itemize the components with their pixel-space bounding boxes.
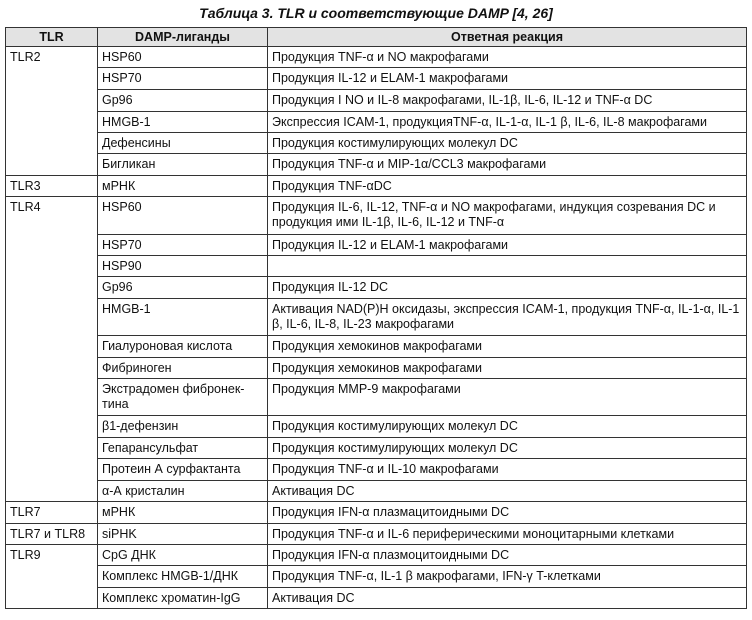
cell-response: Продукция IL-12 и ELAM-1 макрофагами bbox=[268, 68, 747, 90]
cell-damp-ligand: HSP60 bbox=[98, 197, 268, 235]
cell-damp-ligand: CpG ДНК bbox=[98, 545, 268, 566]
cell-response: Продукция TNF-αDC bbox=[268, 176, 747, 197]
cell-tlr: TLR7 bbox=[6, 502, 98, 524]
table-row bbox=[6, 524, 747, 545]
table-row bbox=[6, 545, 747, 566]
cell-tlr bbox=[6, 358, 98, 379]
cell-response: Продукция хемокинов макрофагами bbox=[268, 358, 747, 379]
cell-damp-ligand: HSP70 bbox=[98, 68, 268, 90]
cell-response: Продукция TNF-α и MIP-1α/CCL3 макрофагами bbox=[268, 154, 747, 176]
cell-response: Продукция хемокинов макрофагами bbox=[268, 336, 747, 358]
table-row bbox=[6, 438, 747, 459]
table-row bbox=[6, 277, 747, 299]
cell-response: Продукция TNF-α и IL-10 макрофагами bbox=[268, 459, 747, 481]
cell-tlr bbox=[6, 277, 98, 299]
cell-response: Продукция TNF-α и IL-6 периферическими моноцитарными клетками bbox=[268, 524, 747, 545]
cell-tlr: TLR7 и TLR8 bbox=[6, 524, 98, 545]
cell-damp-ligand: Протеин А сурфактанта bbox=[98, 459, 268, 481]
cell-response: Продукция IFN-α плазмацитоидными DC bbox=[268, 502, 747, 524]
cell-response: Продукция IL-6, IL-12, TNF-α и NO макрофагами, индукция созревания DC и продукция ими IL-1β, IL-6, IL-12 и TNF-α bbox=[268, 197, 747, 235]
cell-response: Активация NAD(P)H оксидазы, экспрессия ICAM-1, продукция TNF-α, IL-1-α, IL-1 β, IL-6, IL-8, IL-23 макрофагами bbox=[268, 299, 747, 336]
cell-tlr bbox=[6, 336, 98, 358]
cell-damp-ligand: мРНК bbox=[98, 502, 268, 524]
cell-tlr bbox=[6, 459, 98, 481]
cell-tlr: TLR3 bbox=[6, 176, 98, 197]
table-row bbox=[6, 90, 747, 112]
cell-damp-ligand: HSP90 bbox=[98, 256, 268, 277]
cell-tlr bbox=[6, 256, 98, 277]
cell-tlr bbox=[6, 90, 98, 112]
cell-damp-ligand: Гиалуроновая кислота bbox=[98, 336, 268, 358]
cell-response: Продукция IL-12 и ELAM-1 макрофагами bbox=[268, 235, 747, 256]
cell-response: Продукция MMP-9 макрофагами bbox=[268, 379, 747, 416]
table-row bbox=[6, 358, 747, 379]
header-response: Ответная реакция bbox=[268, 28, 747, 47]
cell-damp-ligand: siPHK bbox=[98, 524, 268, 545]
table-row bbox=[6, 416, 747, 438]
table-row bbox=[6, 176, 747, 197]
table-row bbox=[6, 154, 747, 176]
cell-response: Активация DC bbox=[268, 588, 747, 609]
header-row bbox=[6, 28, 747, 47]
table-row bbox=[6, 235, 747, 256]
cell-tlr bbox=[6, 133, 98, 154]
cell-tlr bbox=[6, 154, 98, 176]
cell-response: Продукция костимулирующих молекул DC bbox=[268, 438, 747, 459]
table-row bbox=[6, 47, 747, 68]
header-tlr: TLR bbox=[6, 28, 98, 47]
table-row bbox=[6, 459, 747, 481]
cell-tlr bbox=[6, 112, 98, 133]
cell-tlr: TLR2 bbox=[6, 47, 98, 68]
cell-response bbox=[268, 256, 747, 277]
cell-damp-ligand: Gp96 bbox=[98, 90, 268, 112]
cell-tlr bbox=[6, 588, 98, 609]
table-row bbox=[6, 299, 747, 336]
cell-response: Продукция костимулирующих молекул DC bbox=[268, 133, 747, 154]
table-row bbox=[6, 68, 747, 90]
table-row bbox=[6, 481, 747, 502]
cell-tlr bbox=[6, 566, 98, 588]
cell-response: Активация DC bbox=[268, 481, 747, 502]
cell-damp-ligand: Гепарансульфат bbox=[98, 438, 268, 459]
cell-damp-ligand: Дефенсины bbox=[98, 133, 268, 154]
table-row bbox=[6, 336, 747, 358]
cell-damp-ligand: Комплекс HMGB-1/ДНК bbox=[98, 566, 268, 588]
cell-damp-ligand: β1-дефензин bbox=[98, 416, 268, 438]
table-row bbox=[6, 197, 747, 235]
cell-damp-ligand: Фибриноген bbox=[98, 358, 268, 379]
table-row bbox=[6, 379, 747, 416]
cell-damp-ligand: HSP60 bbox=[98, 47, 268, 68]
table-row bbox=[6, 502, 747, 524]
cell-damp-ligand: мРНК bbox=[98, 176, 268, 197]
table-row bbox=[6, 566, 747, 588]
cell-damp-ligand: Бигликан bbox=[98, 154, 268, 176]
cell-damp-ligand: HMGB-1 bbox=[98, 299, 268, 336]
table-row bbox=[6, 133, 747, 154]
table-caption: Таблица 3. TLR и соответствующие DAMP [4, 26] bbox=[199, 5, 553, 21]
tlr-damp-table bbox=[5, 27, 747, 609]
cell-tlr bbox=[6, 299, 98, 336]
cell-damp-ligand: Экстрадомен фибронек-тина bbox=[98, 379, 268, 416]
table-row bbox=[6, 112, 747, 133]
cell-tlr: TLR4 bbox=[6, 197, 98, 235]
cell-response: Продукция IL-12 DC bbox=[268, 277, 747, 299]
cell-damp-ligand: HSP70 bbox=[98, 235, 268, 256]
table-row bbox=[6, 588, 747, 609]
cell-response: Продукция I NO и IL-8 макрофагами, IL-1β, IL-6, IL-12 и TNF-α DC bbox=[268, 90, 747, 112]
cell-tlr bbox=[6, 379, 98, 416]
cell-response: Продукция IFN-α плазмоцитоидными DC bbox=[268, 545, 747, 566]
cell-response: Продукция TNF-α, IL-1 β макрофагами, IFN-γ T-клетками bbox=[268, 566, 747, 588]
cell-damp-ligand: Комплекс хроматин-IgG bbox=[98, 588, 268, 609]
cell-response: Продукция TNF-α и NO макрофагами bbox=[268, 47, 747, 68]
cell-damp-ligand: Gp96 bbox=[98, 277, 268, 299]
cell-tlr bbox=[6, 481, 98, 502]
cell-damp-ligand: HMGB-1 bbox=[98, 112, 268, 133]
cell-tlr bbox=[6, 438, 98, 459]
cell-tlr bbox=[6, 416, 98, 438]
cell-damp-ligand: α-А кристалин bbox=[98, 481, 268, 502]
cell-tlr: TLR9 bbox=[6, 545, 98, 566]
cell-tlr bbox=[6, 68, 98, 90]
table-row bbox=[6, 256, 747, 277]
header-damp: DAMP-лиганды bbox=[98, 28, 268, 47]
cell-tlr bbox=[6, 235, 98, 256]
cell-response: Экспрессия ICAM-1, продукцияTNF-α, IL-1-α, IL-1 β, IL-6, IL-8 макрофагами bbox=[268, 112, 747, 133]
cell-response: Продукция костимулирующих молекул DC bbox=[268, 416, 747, 438]
